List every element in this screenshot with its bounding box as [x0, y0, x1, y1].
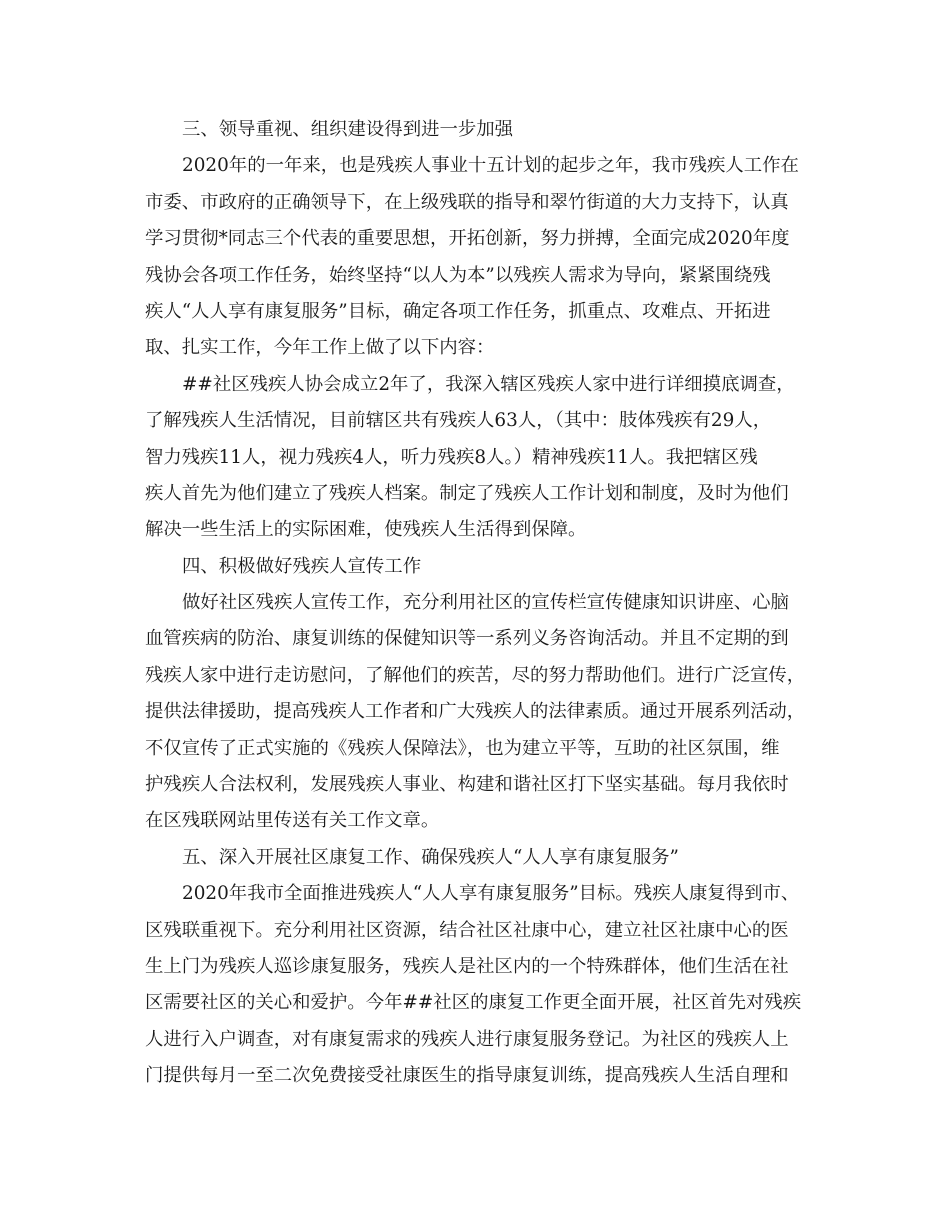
document-body	[145, 112, 805, 1095]
text-line: 智力残疾11人，视力残疾4人，听力残疾8人。）精神残疾11人。我把辖区残	[145, 446, 758, 468]
text-line: 解决一些生活上的实际困难，使残疾人生活得到保障。	[145, 519, 587, 541]
paragraph	[145, 148, 805, 366]
text-line: 残协会各项工作任务，始终坚持“以人为本”以残疾人需求为导向，紧紧围绕残	[145, 264, 771, 286]
text-line: ##社区残疾人协会成立2年了，我深入辖区残疾人家中进行详细摸底调查，	[182, 373, 795, 395]
paragraph	[145, 549, 805, 585]
text-line: 护残疾人合法权利，发展残疾人事业、构建和谐社区打下坚实基础。每月我依时	[145, 774, 789, 796]
paragraph	[145, 112, 805, 148]
text-line: 疾人“人人享有康复服务”目标，确定各项工作任务，抓重点、攻难点、开拓进	[145, 300, 771, 322]
paragraph	[145, 840, 805, 876]
text-line: 市委、市政府的正确领导下，在上级残联的指导和翠竹街道的大力支持下，认真	[145, 191, 789, 213]
text-line: 区需要社区的关心和爱护。今年##社区的康复工作更全面开展，社区首先对残疾	[145, 992, 802, 1014]
text-line: 四、积极做好残疾人宣传工作	[182, 555, 422, 577]
text-line: 人进行入户调查，对有康复需求的残疾人进行康复服务登记。为社区的残疾人上	[145, 1028, 789, 1050]
text-line: 区残联重视下。充分利用社区资源，结合社区社康中心，建立社区社康中心的医	[145, 919, 789, 941]
text-line: 生上门为残疾人巡诊康复服务，残疾人是社区内的一个特殊群体，他们生活在社	[145, 955, 789, 977]
text-line: 血管疾病的防治、康复训练的保健知识等一系列义务咨询活动。并且不定期的到	[145, 628, 789, 650]
text-line: 在区残联网站里传送有关工作文章。	[145, 810, 440, 832]
paragraph	[145, 585, 805, 840]
text-line: 2020年我市全面推进残疾人“人人享有康复服务”目标。残疾人康复得到市、	[182, 883, 800, 905]
text-line: 残疾人家中进行走访慰问，了解他们的疾苦，尽的努力帮助他们。进行广泛宣传，	[145, 664, 806, 686]
text-line: 疾人首先为他们建立了残疾人档案。制定了残疾人工作计划和制度，及时为他们	[145, 482, 789, 504]
text-line: 三、领导重视、组织建设得到进一步加强	[182, 119, 514, 140]
text-line: 提供法律援助，提高残疾人工作者和广大残疾人的法律素质。通过开展系列活动，	[145, 701, 806, 723]
text-line: 不仅宣传了正式实施的《残疾人保障法》，也为建立平等，互助的社区氛围，维	[145, 737, 780, 759]
text-line: 五、深入开展社区康复工作、确保残疾人“人人享有康复服务”	[182, 846, 679, 868]
text-line: 取、扎实工作，今年工作上做了以下内容：	[145, 337, 495, 359]
text-line: 学习贯彻*同志三个代表的重要思想，开拓创新，努力拼搏，全面完成2020年度	[145, 228, 790, 250]
paragraph	[145, 876, 805, 1094]
text-line: 2020年的一年来，也是残疾人事业十五计划的起步之年，我市残疾人工作在	[182, 155, 799, 177]
text-line: 做好社区残疾人宣传工作，充分利用社区的宣传栏宣传健康知识讲座、心脑	[182, 592, 789, 614]
text-line: 门提供每月一至二次免费接受社康医生的指导康复训练，提高残疾人生活自理和	[145, 1065, 789, 1087]
text-line: 了解残疾人生活情况，目前辖区共有残疾人63人，（其中：肢体残疾有29人，	[145, 410, 772, 432]
paragraph	[145, 367, 805, 549]
